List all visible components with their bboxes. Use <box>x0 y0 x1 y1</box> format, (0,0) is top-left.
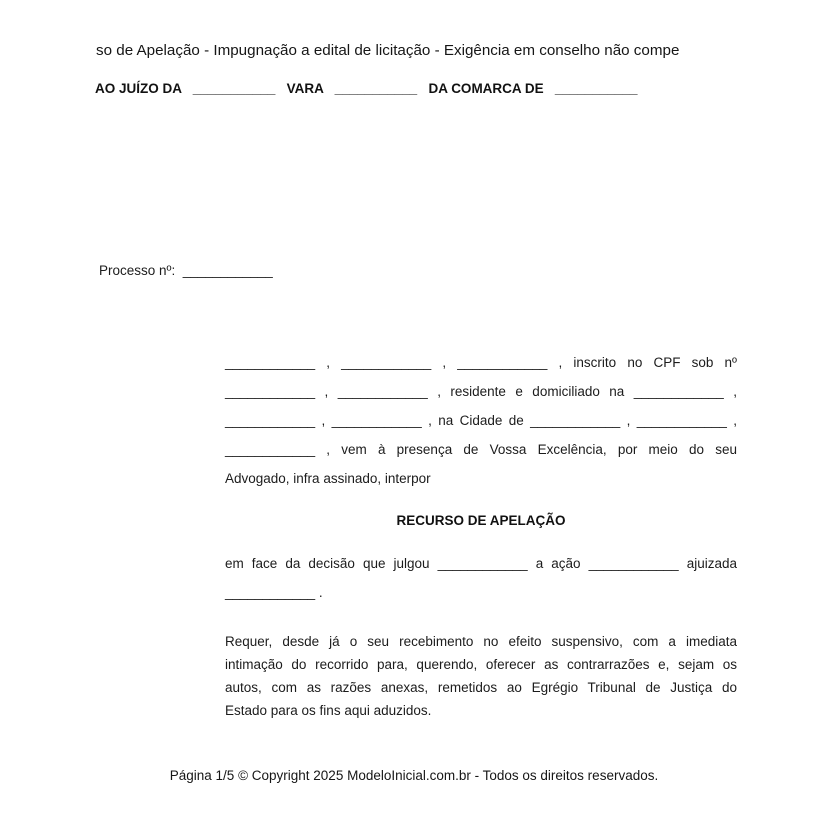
request-line: Estado para os fins aqui aduzidos. <box>225 703 432 718</box>
qualification-line: ____________ , ____________ , residente e domiciliado na ____________ , <box>225 384 737 399</box>
qualification-line: ____________ , ____________ , ____________ , inscrito no CPF sob nº <box>225 355 737 370</box>
request-paragraph <box>225 630 737 722</box>
page-footer-copyright: Página 1/5 © Copyright 2025 ModeloInicial.com.br - Todos os direitos reservados. <box>169 768 659 783</box>
request-line: intimação do recorrido para, querendo, oferecer as contrarrazões e, sejam os <box>225 657 737 672</box>
section-heading: RECURSO DE APELAÇÃO <box>396 513 566 528</box>
against-line: ____________ . <box>225 585 323 600</box>
qualification-paragraph <box>225 348 737 493</box>
against-decision-paragraph <box>225 549 737 607</box>
request-line: Requer, desde já o seu recebimento no efeito suspensivo, com a imediata <box>225 634 737 649</box>
qualification-line: ____________ , vem à presença de Vossa Excelência, por meio do seu <box>225 442 737 457</box>
qualification-line: ____________ , ____________ , na Cidade de ____________ , ____________ , <box>225 413 737 428</box>
document-title: so de Apelação - Impugnação a edital de licitação - Exigência em conselho não compe <box>96 42 680 59</box>
court-addressing-line: AO JUÍZO DA ___________ VARA ___________ DA COMARCA DE ___________ <box>95 81 638 96</box>
request-line: autos, com as razões anexas, remetidos ao Egrégio Tribunal de Justiça do <box>225 680 737 695</box>
process-number-line: Processo nº: ____________ <box>99 263 273 278</box>
qualification-line: Advogado, infra assinado, interpor <box>225 471 431 486</box>
against-line: em face da decisão que julgou ____________ a ação ____________ ajuizada <box>225 556 737 571</box>
